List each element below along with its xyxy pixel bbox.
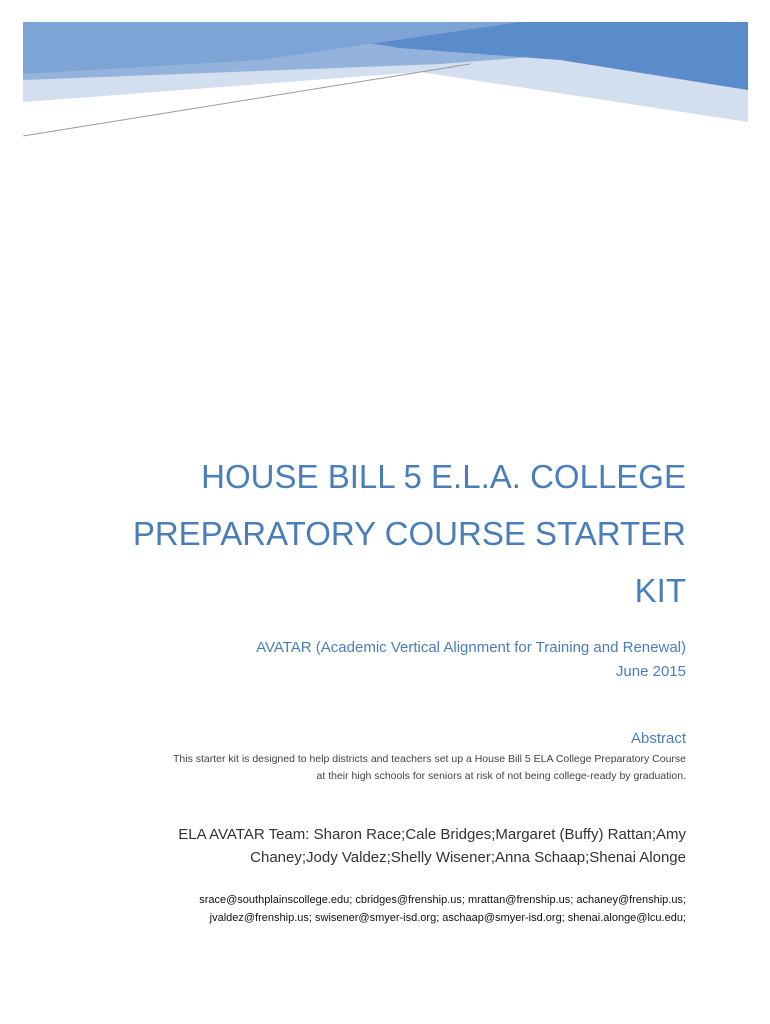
abstract-text: This starter kit is designed to help districts and teachers set up a House Bill 5 ELA College Preparatory Course at their high schools for seniors at risk of not being college-ready by graduation. — [172, 753, 686, 782]
abstract-heading: Abstract — [630, 730, 686, 747]
document-date: June 2015 — [615, 663, 686, 680]
subtitle-block — [86, 636, 686, 684]
team-emails: srace@southplainscollege.edu; cbridges@frenship.us; mrattan@frenship.us; achaney@frenship.us; jvaldez@frenship.us; swisener@smyer-isd.org; aschaap@smyer-isd.org; shenai.alonge@lcu.edu; — [199, 894, 686, 924]
document-title: HOUSE BILL 5 E.L.A. COLLEGE PREPARATORY COURSE STARTER KIT — [132, 458, 686, 609]
subtitle: AVATAR (Academic Vertical Alignment for Training and Renewal) — [256, 639, 686, 656]
header-banner — [0, 0, 770, 150]
team-members: ELA AVATAR Team: Sharon Race;Cale Bridges;Margaret (Buffy) Rattan;Amy Chaney;Jody Valdez;Shelly Wisener;Anna Schaap;Shenai Alonge — [178, 826, 686, 866]
